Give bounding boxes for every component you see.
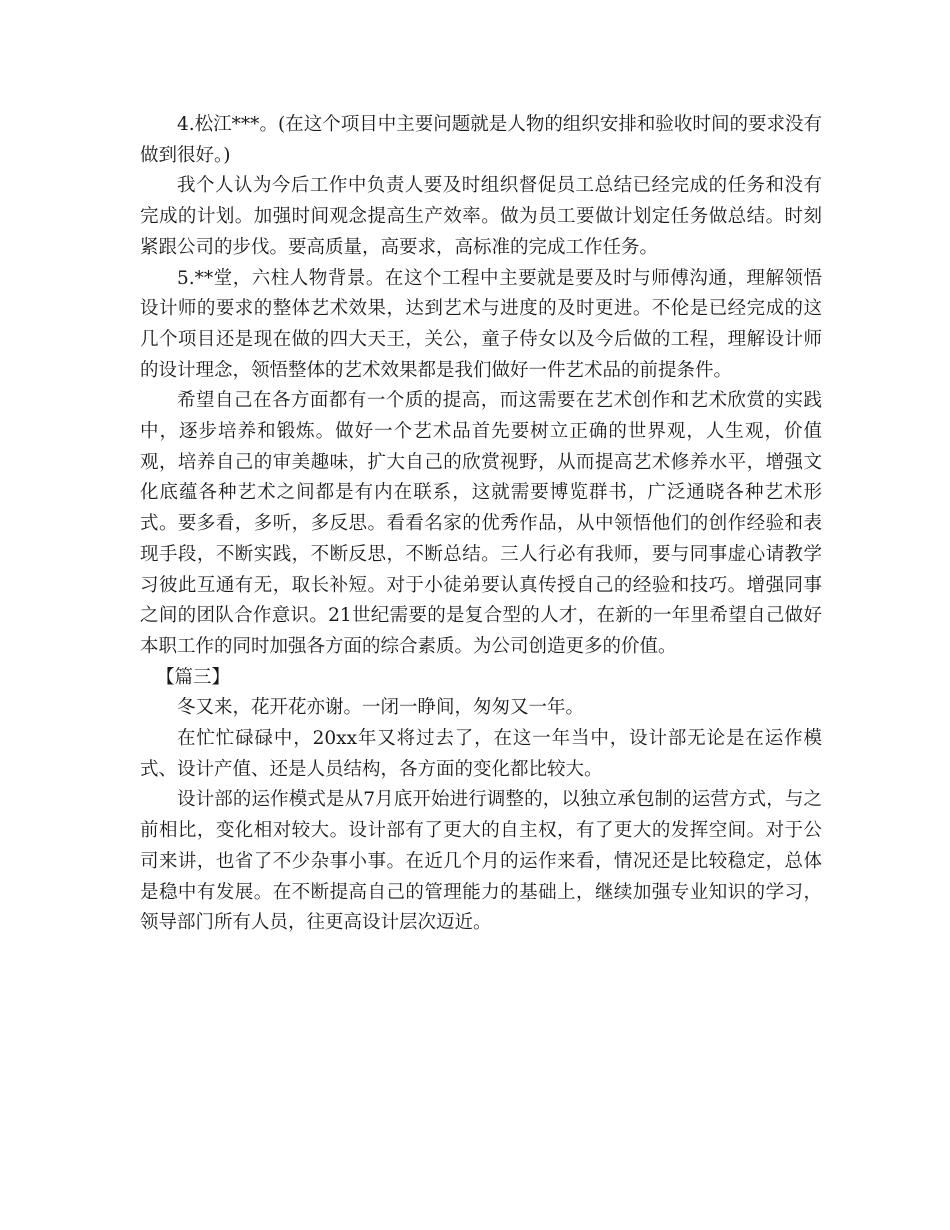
paragraph-operation-mode: 设计部的运作模式是从7月底开始进行调整的，以独立承包制的运营方式，与之前相比，变化相对较大。设计部有了更大的自主权，有了更大的发挥空间。对于公司来讲，也省了不少杂事小事。在近几个月的运作来看，情况还是比较稳定，总体是稳中有发展。在不断提高自己的管理能力的基础上，继续加强专业知识的学习，领导部门所有人员，往更高设计层次迈近。	[140, 789, 822, 934]
paragraph-year-review: 在忙忙碌碌中，20xx年又将过去了，在这一年当中，设计部无论是在运作模式、设计产值、还是人员结构，各方面的变化都比较大。	[140, 728, 822, 780]
section-heading: 【篇三】	[156, 666, 231, 688]
paragraph-winter: 冬又来，花开花亦谢。一闭一睁间，匆匆又一年。	[177, 697, 585, 719]
document-body	[140, 110, 822, 939]
paragraph-item-5-tang: 5.**堂，六柱人物背景。在这个工程中主要就是要及时与师傅沟通，理解领悟设计师的要求的整体艺术效果，达到艺术与进度的及时更进。不伦是已经完成的这几个项目还是现在做的四大天王，关公，童子侍女以及今后做的工程，理解设计师的设计理念，领悟整体的艺术效果都是我们做好一件艺术品的前提条件。	[140, 267, 822, 381]
paragraph-item-4-songjiang: 4.松江***。(在这个项目中主要问题就是人物的组织安排和验收时间的要求没有做到很好。)	[140, 114, 822, 166]
paragraph-hopes: 希望自己在各方面都有一个质的提高，而这需要在艺术创作和艺术欣赏的实践中，逐步培养和锻炼。做好一个艺术品首先要树立正确的世界观，人生观，价值观，培养自己的审美趣味，扩大自己的欣赏视野，从而提高艺术修养水平，增强文化底蕴各种艺术之间都是有内在联系，这就需要博览群书，广泛通晓各种艺术形式。要多看，多听，多反思。看看名家的优秀作品，从中领悟他们的创作经验和表现手段，不断实践，不断反思，不断总结。三人行必有我师，要与同事虚心请教学习彼此互通有无，取长补短。对于小徒弟要认真传授自己的经验和技巧。增强同事之间的团队合作意识。21世纪需要的是复合型的人才，在新的一年里希望自己做好本职工作的同时加强各方面的综合素质。为公司创造更多的价值。	[140, 390, 822, 657]
paragraph-responsibility: 我个人认为今后工作中负责人要及时组织督促员工总结已经完成的任务和没有完成的计划。加强时间观念提高生产效率。做为员工要做计划定任务做总结。时刻紧跟公司的步伐。要高质量，高要求，高标准的完成工作任务。	[140, 175, 822, 258]
